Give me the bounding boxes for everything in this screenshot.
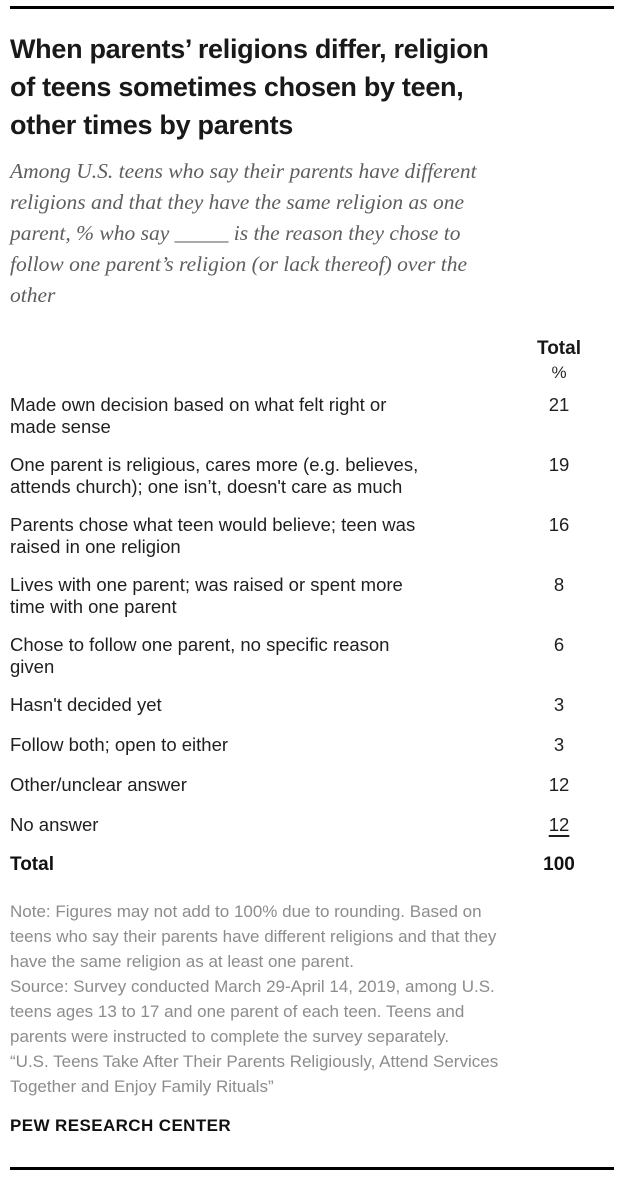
table-row — [10, 805, 614, 845]
footnote-line: teens ages 13 to 17 and one parent of each teen. Teens and — [10, 1002, 465, 1021]
row-value: 3 — [553, 734, 565, 755]
row-label-line: raised in one religion — [10, 536, 181, 557]
row-label — [10, 574, 490, 618]
row-value: 6 — [553, 634, 565, 655]
row-label-line: attends church); one isn’t, doesn't care as much — [10, 476, 403, 497]
table-row — [10, 765, 614, 805]
row-value: 3 — [553, 694, 565, 715]
row-label-line: time with one parent — [10, 596, 177, 617]
footnote-line: Source: Survey conducted March 29-April 14, 2019, among U.S. — [10, 977, 495, 996]
chart-subtitle-line: other — [10, 283, 56, 307]
table-row — [10, 445, 614, 505]
footnote-line: Note: Figures may not add to 100% due to rounding. Based on — [10, 902, 482, 921]
row-label — [10, 454, 490, 498]
chart-subtitle-line: religions and that they have the same religion as one — [10, 190, 465, 214]
row-label-line: Other/unclear answer — [10, 774, 187, 795]
data-table — [10, 337, 614, 885]
row-label-line: made sense — [10, 416, 111, 437]
total-row-value: 100 — [543, 854, 575, 875]
top-rule — [10, 6, 614, 9]
footnote-line: have the same religion as at least one parent. — [10, 952, 354, 971]
chart-title-line: of teens sometimes chosen by teen, — [10, 72, 464, 102]
chart-title-line: When parents’ religions differ, religion — [10, 34, 489, 64]
table-row — [10, 505, 614, 565]
row-label-line: Follow both; open to either — [10, 734, 229, 755]
table-header-spacer — [10, 337, 490, 385]
chart-subtitle-line: Among U.S. teens who say their parents have different — [10, 159, 477, 183]
row-value: 12 — [548, 774, 570, 795]
row-label-line: given — [10, 656, 55, 677]
row-label-line: Made own decision based on what felt right or — [10, 394, 387, 415]
footnote-line: parents were instructed to complete the survey separately. — [10, 1027, 450, 1046]
row-label-line: No answer — [10, 814, 99, 835]
table-total-row — [10, 845, 614, 885]
table-row — [10, 725, 614, 765]
row-label — [10, 514, 490, 558]
column-header-unit: % — [551, 363, 567, 382]
chart-subtitle-line: parent, % who say _____ is the reason they chose to — [10, 221, 461, 245]
footnotes — [10, 899, 614, 1099]
bottom-rule — [10, 1167, 614, 1170]
table-row — [10, 685, 614, 725]
figure-container — [0, 6, 624, 1170]
row-value: 21 — [548, 394, 570, 415]
chart-subtitle — [10, 156, 614, 311]
row-label-line: Lives with one parent; was raised or spent more — [10, 574, 403, 595]
row-value: 8 — [553, 574, 565, 595]
total-row-label: Total — [10, 854, 54, 875]
footnote-line: teens who say their parents have different religions and that they — [10, 927, 497, 946]
chart-title — [10, 30, 614, 144]
row-label-line: Hasn't decided yet — [10, 694, 162, 715]
table-row — [10, 625, 614, 685]
table-header-row — [10, 337, 614, 385]
row-value: 16 — [548, 514, 570, 535]
row-label — [10, 634, 490, 678]
row-value: 12 — [548, 814, 570, 835]
table-row — [10, 385, 614, 445]
row-value: 19 — [548, 454, 570, 475]
row-label — [10, 774, 490, 796]
row-label-line: Parents chose what teen would believe; teen was — [10, 514, 416, 535]
row-label-line: One parent is religious, cares more (e.g. believes, — [10, 454, 419, 475]
row-label — [10, 694, 490, 716]
row-label — [10, 734, 490, 756]
footnote-line: Together and Enjoy Family Rituals” — [10, 1077, 274, 1096]
chart-title-line: other times by parents — [10, 110, 293, 140]
pew-research-center-wordmark: PEW RESEARCH CENTER — [10, 1116, 232, 1135]
row-label — [10, 814, 490, 836]
row-label-line: Chose to follow one parent, no specific reason — [10, 634, 390, 655]
chart-subtitle-line: follow one parent’s religion (or lack thereof) over the — [10, 252, 467, 276]
table-row — [10, 565, 614, 625]
row-label — [10, 394, 490, 438]
footnote-line: “U.S. Teens Take After Their Parents Religiously, Attend Services — [10, 1052, 499, 1071]
table-header-value-column — [519, 337, 599, 385]
column-header-total: Total — [537, 338, 581, 359]
